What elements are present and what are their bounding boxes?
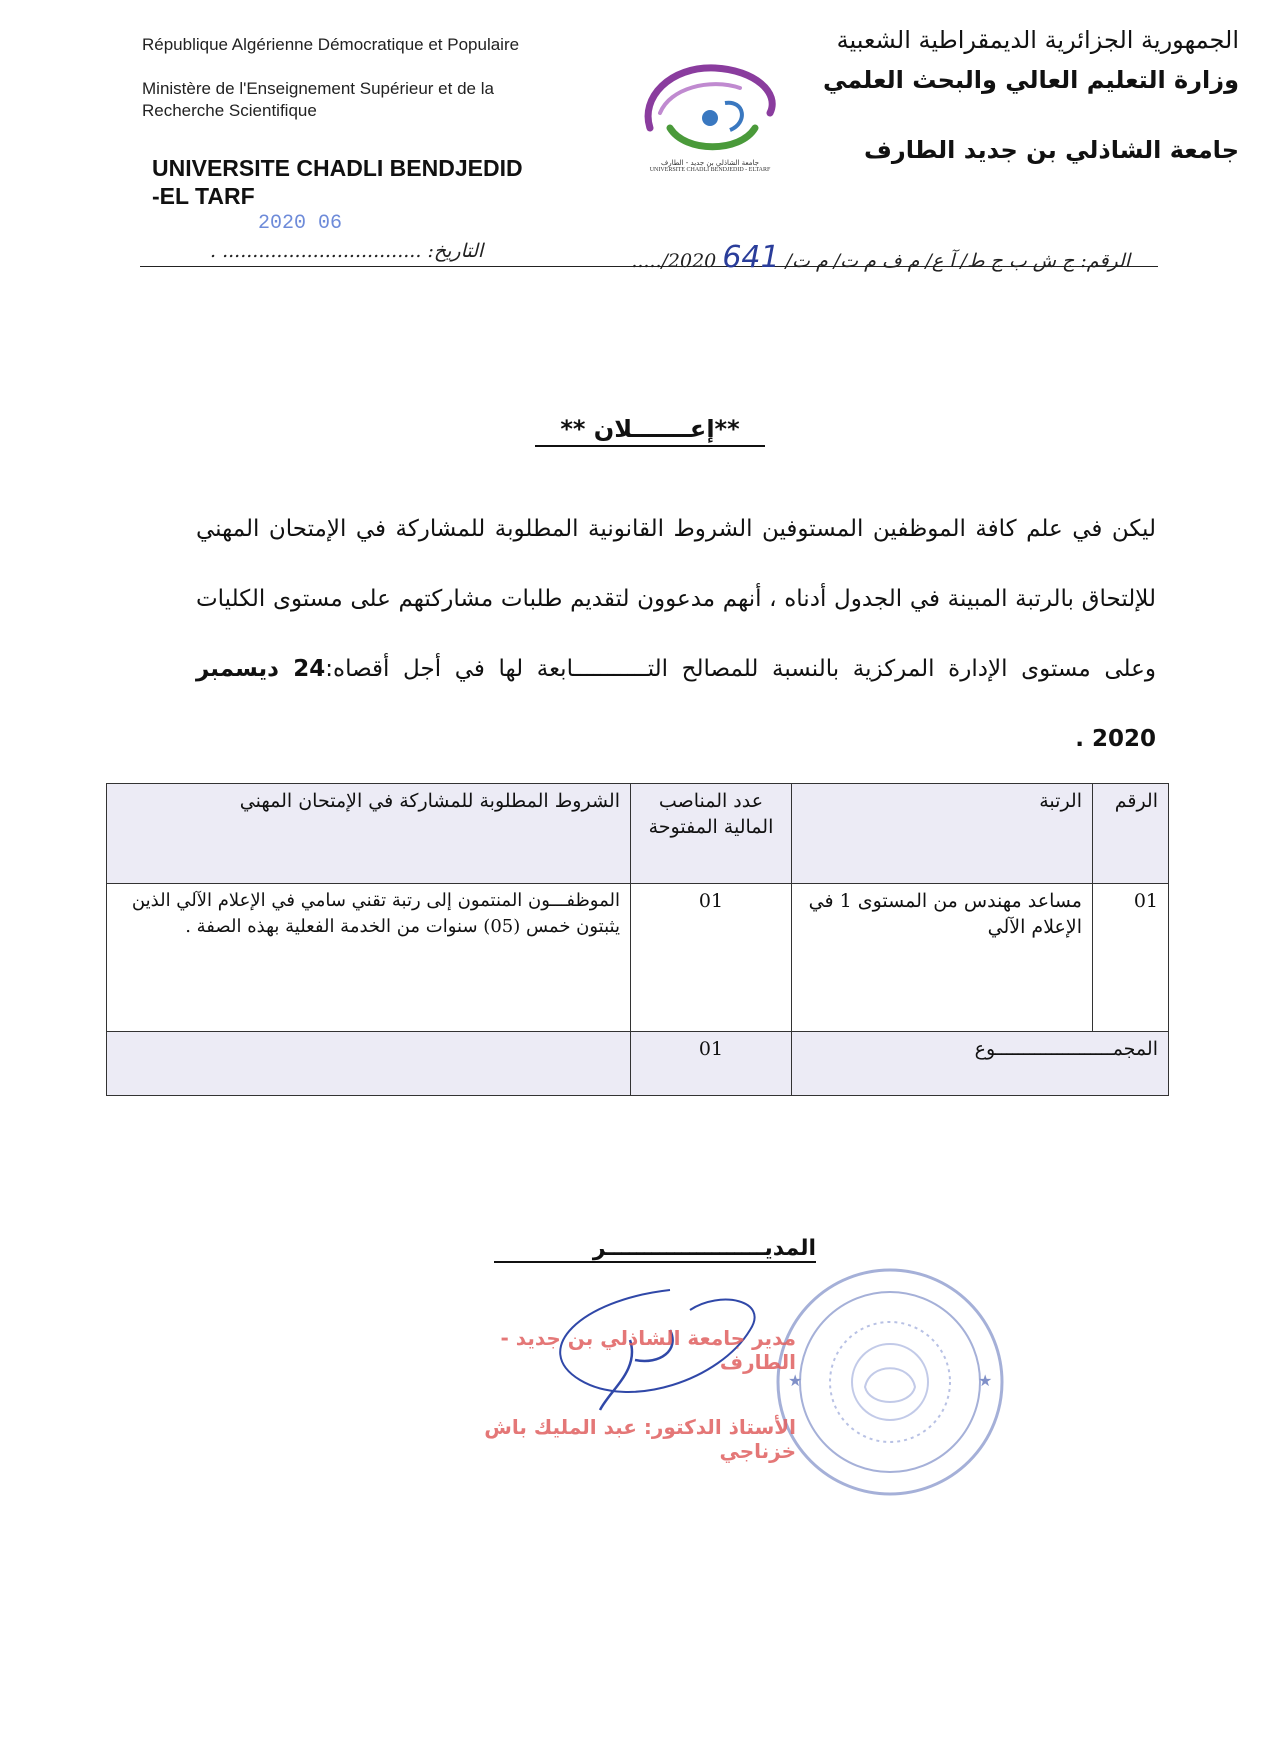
reference-label: الرقم: ج ش ب ج ط/ آ ع/ م ف م ت/ م ت/	[785, 250, 1130, 272]
header-fr-republic: République Algérienne Démocratique et Populaire	[142, 35, 520, 54]
director-label: المديـــــــــــــــــــــر	[494, 1236, 816, 1263]
header-fr-university-line2: -EL TARF	[152, 183, 255, 209]
reference-number-line	[590, 240, 1130, 275]
cell-positions: 01	[631, 884, 792, 1032]
header-ar-university: جامعة الشاذلي بن جديد الطارف	[864, 136, 1239, 164]
date-label	[210, 240, 483, 262]
total-value: 01	[631, 1032, 792, 1096]
header-ar-ministry: وزارة التعليم العالي والبحث العلمي	[822, 66, 1239, 94]
cell-number: 01	[1093, 884, 1169, 1032]
signature-title: مدير جامعة الشاذلي بن جديد - الطارف	[500, 1326, 796, 1374]
positions-table	[106, 783, 1169, 1096]
university-logo-icon	[630, 58, 790, 173]
header-grade: الرتبة	[792, 784, 1093, 884]
table-row	[107, 884, 1169, 1032]
logo-caption-fr: UNIVERSITE CHADLI BENDJEDID - ELTARF	[649, 167, 771, 173]
svg-text:★: ★	[788, 1371, 803, 1390]
announcement-deadline: 24 ديسمبر 2020 .	[196, 656, 1156, 752]
header-fr-ministry-line1: Ministère de l'Enseignement Supérieur et de la	[142, 79, 494, 98]
signature-name: الأستاذ الدكتور: عبد المليك باش خزناجي	[484, 1415, 796, 1463]
table-total-row	[107, 1032, 1169, 1096]
official-seal	[770, 1262, 1010, 1502]
cell-grade: مساعد مهندس من المستوى 1 في الإعلام الآلي	[792, 884, 1093, 1032]
table-header-row	[107, 784, 1169, 884]
announcement-body	[196, 494, 1156, 774]
logo-caption-ar: جامعة الشاذلي بن جديد - الطارف	[660, 159, 760, 167]
university-logo	[630, 58, 790, 173]
date-stamp: 2020 06	[258, 212, 343, 235]
date-dots: ................................. .	[210, 240, 422, 262]
date-label-text: التاريخ:	[427, 240, 484, 262]
header-conditions: الشروط المطلوبة للمشاركة في الإمتحان المهني	[107, 784, 631, 884]
header-positions: عدد المناصب المالية المفتوحة	[631, 784, 792, 884]
total-empty-cell	[107, 1032, 631, 1096]
header-fr-university-line1: UNIVERSITE CHADLI BENDJEDID	[152, 155, 523, 181]
header-fr-ministry-line2: Recherche Scientifique	[142, 101, 317, 120]
announcement-paragraph: ليكن في علم كافة الموظفين المستوفين الشروط القانونية المطلوبة للمشاركة في الإمتحان المهني للإلتحاق بالرتبة المبينة في الجدول أدناه ، أنهم مدعوون لتقديم طلبات مشاركتهم على مستوى الكليات وعلى مستوى الإدارة المركزية بالنسبة للمصالح التـــــــــــابعة لها في أجل أقصاه:	[196, 516, 1156, 682]
reference-year: 2020/.....	[631, 250, 717, 272]
header-ar-republic: الجمهورية الجزائرية الديمقراطية الشعبية	[836, 26, 1239, 54]
announcement-title: **إعـــــــلان **	[535, 415, 765, 447]
reference-number: 641	[722, 240, 780, 275]
svg-text:★: ★	[978, 1371, 993, 1390]
header-number: الرقم	[1093, 784, 1169, 884]
cell-conditions: الموظفـــون المنتمون إلى رتبة تقني سامي في الإعلام الآلي الذين يثبتون خمس (05) سنوات من الخدمة الفعلية بهذه الصفة .	[107, 884, 631, 1032]
total-label: المجمـــــــــــــــــــــوع	[792, 1032, 1169, 1096]
official-seal-icon	[770, 1262, 1010, 1502]
